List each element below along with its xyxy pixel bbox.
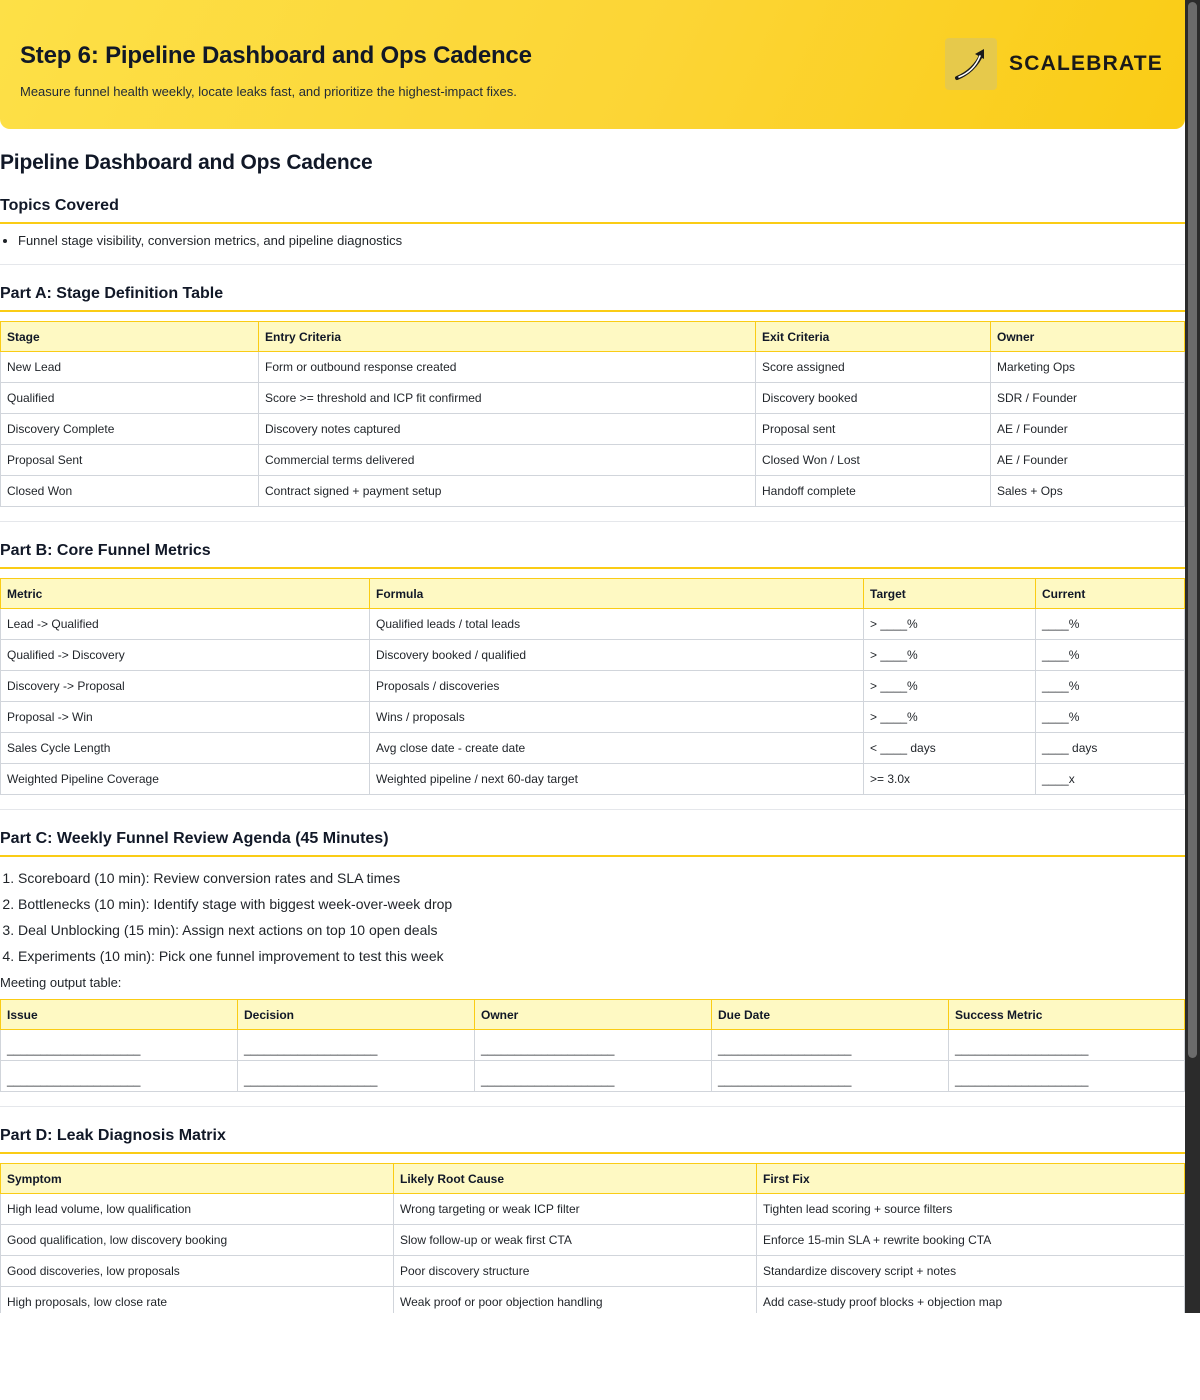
document-title: Pipeline Dashboard and Ops Cadence bbox=[0, 151, 373, 174]
table-header: Metric bbox=[1, 579, 370, 609]
table-row bbox=[1, 352, 1185, 383]
table-cell: Proposal -> Win bbox=[1, 702, 370, 733]
brand-name: SCALEBRATE bbox=[1009, 52, 1163, 75]
page-header bbox=[0, 0, 1185, 129]
table-cell: AE / Founder bbox=[991, 445, 1185, 476]
topics-list bbox=[0, 232, 1185, 250]
section-title: Part B: Core Funnel Metrics bbox=[0, 542, 1185, 569]
document-content bbox=[0, 151, 1185, 1313]
table-cell: Sales + Ops bbox=[991, 476, 1185, 507]
brand bbox=[945, 38, 1163, 90]
table-cell: Lead -> Qualified bbox=[1, 609, 370, 640]
part-b-section bbox=[0, 542, 1185, 810]
table-cell: Avg close date - create date bbox=[370, 733, 864, 764]
table-cell: ____________________ bbox=[475, 1030, 712, 1061]
table-cell: Weighted Pipeline Coverage bbox=[1, 764, 370, 795]
table-cell: ____________________ bbox=[1, 1061, 238, 1092]
table-header: Entry Criteria bbox=[259, 322, 756, 352]
table-cell: Good discoveries, low proposals bbox=[1, 1256, 394, 1287]
table-cell: Marketing Ops bbox=[991, 352, 1185, 383]
table-cell: ____________________ bbox=[949, 1061, 1185, 1092]
table-cell: Proposal Sent bbox=[1, 445, 259, 476]
scrollbar-thumb[interactable] bbox=[1188, 2, 1197, 1058]
table-row bbox=[1, 764, 1185, 795]
table-header: Formula bbox=[370, 579, 864, 609]
table-cell: > ____% bbox=[864, 609, 1036, 640]
table-cell: < ____ days bbox=[864, 733, 1036, 764]
table-cell: ____ days bbox=[1036, 733, 1185, 764]
table-row bbox=[1, 1194, 1185, 1225]
section-title: Part D: Leak Diagnosis Matrix bbox=[0, 1127, 1185, 1154]
table-cell: Add case-study proof blocks + objection map bbox=[757, 1287, 1185, 1314]
list-item: 1. Scoreboard (10 min): Review conversion rates and SLA times bbox=[18, 865, 1185, 891]
list-item: 4. Experiments (10 min): Pick one funnel improvement to test this week bbox=[18, 943, 1185, 969]
table-cell: Weighted pipeline / next 60-day target bbox=[370, 764, 864, 795]
table-cell: Weak proof or poor objection handling bbox=[394, 1287, 757, 1314]
table-header: Due Date bbox=[712, 1000, 949, 1030]
table-cell: ____% bbox=[1036, 702, 1185, 733]
table-cell: Standardize discovery script + notes bbox=[757, 1256, 1185, 1287]
table-row bbox=[1, 1030, 1185, 1061]
table-header: Exit Criteria bbox=[756, 322, 991, 352]
table-cell: Tighten lead scoring + source filters bbox=[757, 1194, 1185, 1225]
table-row bbox=[1, 1256, 1185, 1287]
table-header: Symptom bbox=[1, 1164, 394, 1194]
table-row bbox=[1, 1225, 1185, 1256]
table-cell: > ____% bbox=[864, 671, 1036, 702]
table-row bbox=[1, 671, 1185, 702]
table-header: Current bbox=[1036, 579, 1185, 609]
growth-arrow-logo-icon bbox=[945, 38, 997, 90]
table-cell: ____% bbox=[1036, 640, 1185, 671]
topics-section bbox=[0, 197, 1185, 265]
table-row bbox=[1, 702, 1185, 733]
table-cell: ____________________ bbox=[1, 1030, 238, 1061]
table-cell: SDR / Founder bbox=[991, 383, 1185, 414]
vertical-scrollbar[interactable] bbox=[1185, 0, 1200, 1313]
section-title: Part C: Weekly Funnel Review Agenda (45 Minutes) bbox=[0, 830, 1185, 857]
table-cell: Discovery notes captured bbox=[259, 414, 756, 445]
table-cell: ____________________ bbox=[712, 1061, 949, 1092]
table-cell: Score assigned bbox=[756, 352, 991, 383]
table-row bbox=[1, 1287, 1185, 1314]
part-a-section bbox=[0, 285, 1185, 522]
part-c-section bbox=[0, 830, 1185, 1107]
list-item: 3. Deal Unblocking (15 min): Assign next actions on top 10 open deals bbox=[18, 917, 1185, 943]
table-cell: High lead volume, low qualification bbox=[1, 1194, 394, 1225]
table-header: Stage bbox=[1, 322, 259, 352]
table-header: Target bbox=[864, 579, 1036, 609]
meeting-output-label: Meeting output table: bbox=[0, 975, 122, 990]
table-cell: ____________________ bbox=[949, 1030, 1185, 1061]
table-cell: New Lead bbox=[1, 352, 259, 383]
table-row bbox=[1, 733, 1185, 764]
table-cell: > ____% bbox=[864, 640, 1036, 671]
table-cell: Score >= threshold and ICP fit confirmed bbox=[259, 383, 756, 414]
table-cell: Proposal sent bbox=[756, 414, 991, 445]
table-cell: Qualified bbox=[1, 383, 259, 414]
table-cell: >= 3.0x bbox=[864, 764, 1036, 795]
list-item: • Funnel stage visibility, conversion metrics, and pipeline diagnostics bbox=[18, 232, 1185, 250]
table-cell: Discovery -> Proposal bbox=[1, 671, 370, 702]
part-d-section bbox=[0, 1127, 1185, 1313]
table-cell: Proposals / discoveries bbox=[370, 671, 864, 702]
table-cell: ____________________ bbox=[238, 1030, 475, 1061]
table-row bbox=[1, 1061, 1185, 1092]
section-title: Part A: Stage Definition Table bbox=[0, 285, 1185, 312]
table-cell: ____% bbox=[1036, 671, 1185, 702]
table-header: Owner bbox=[991, 322, 1185, 352]
table-cell: Sales Cycle Length bbox=[1, 733, 370, 764]
table-header: Owner bbox=[475, 1000, 712, 1030]
core-funnel-metrics-table bbox=[0, 578, 1185, 795]
table-cell: ____________________ bbox=[475, 1061, 712, 1092]
table-cell: Contract signed + payment setup bbox=[259, 476, 756, 507]
header-subtitle: Measure funnel health weekly, locate leaks fast, and prioritize the highest-impact fixes. bbox=[20, 84, 517, 99]
table-cell: ____x bbox=[1036, 764, 1185, 795]
table-cell: Good qualification, low discovery booking bbox=[1, 1225, 394, 1256]
table-cell: Discovery booked bbox=[756, 383, 991, 414]
table-cell: Closed Won / Lost bbox=[756, 445, 991, 476]
table-cell: Closed Won bbox=[1, 476, 259, 507]
table-cell: > ____% bbox=[864, 702, 1036, 733]
table-cell: Discovery Complete bbox=[1, 414, 259, 445]
table-cell: ____% bbox=[1036, 609, 1185, 640]
table-header: Issue bbox=[1, 1000, 238, 1030]
table-row bbox=[1, 445, 1185, 476]
table-cell: Enforce 15-min SLA + rewrite booking CTA bbox=[757, 1225, 1185, 1256]
table-header: Likely Root Cause bbox=[394, 1164, 757, 1194]
leak-diagnosis-table bbox=[0, 1163, 1185, 1313]
list-item: 2. Bottlenecks (10 min): Identify stage with biggest week-over-week drop bbox=[18, 891, 1185, 917]
table-cell: ____________________ bbox=[238, 1061, 475, 1092]
stage-definition-table bbox=[0, 321, 1185, 507]
table-cell: Qualified -> Discovery bbox=[1, 640, 370, 671]
table-cell: Qualified leads / total leads bbox=[370, 609, 864, 640]
table-header: First Fix bbox=[757, 1164, 1185, 1194]
table-row bbox=[1, 414, 1185, 445]
table-row bbox=[1, 609, 1185, 640]
table-cell: Handoff complete bbox=[756, 476, 991, 507]
table-cell: Wrong targeting or weak ICP filter bbox=[394, 1194, 757, 1225]
table-header: Success Metric bbox=[949, 1000, 1185, 1030]
table-cell: Slow follow-up or weak first CTA bbox=[394, 1225, 757, 1256]
meeting-output-table bbox=[0, 999, 1185, 1092]
agenda-list bbox=[0, 865, 1185, 969]
table-cell: AE / Founder bbox=[991, 414, 1185, 445]
table-row bbox=[1, 476, 1185, 507]
table-header: Decision bbox=[238, 1000, 475, 1030]
section-title: Topics Covered bbox=[0, 197, 1185, 224]
header-title: Step 6: Pipeline Dashboard and Ops Cadence bbox=[20, 42, 532, 69]
table-cell: High proposals, low close rate bbox=[1, 1287, 394, 1314]
table-cell: ____________________ bbox=[712, 1030, 949, 1061]
table-row bbox=[1, 640, 1185, 671]
table-cell: Form or outbound response created bbox=[259, 352, 756, 383]
table-cell: Commercial terms delivered bbox=[259, 445, 756, 476]
table-cell: Poor discovery structure bbox=[394, 1256, 757, 1287]
table-cell: Discovery booked / qualified bbox=[370, 640, 864, 671]
table-row bbox=[1, 383, 1185, 414]
table-cell: Wins / proposals bbox=[370, 702, 864, 733]
